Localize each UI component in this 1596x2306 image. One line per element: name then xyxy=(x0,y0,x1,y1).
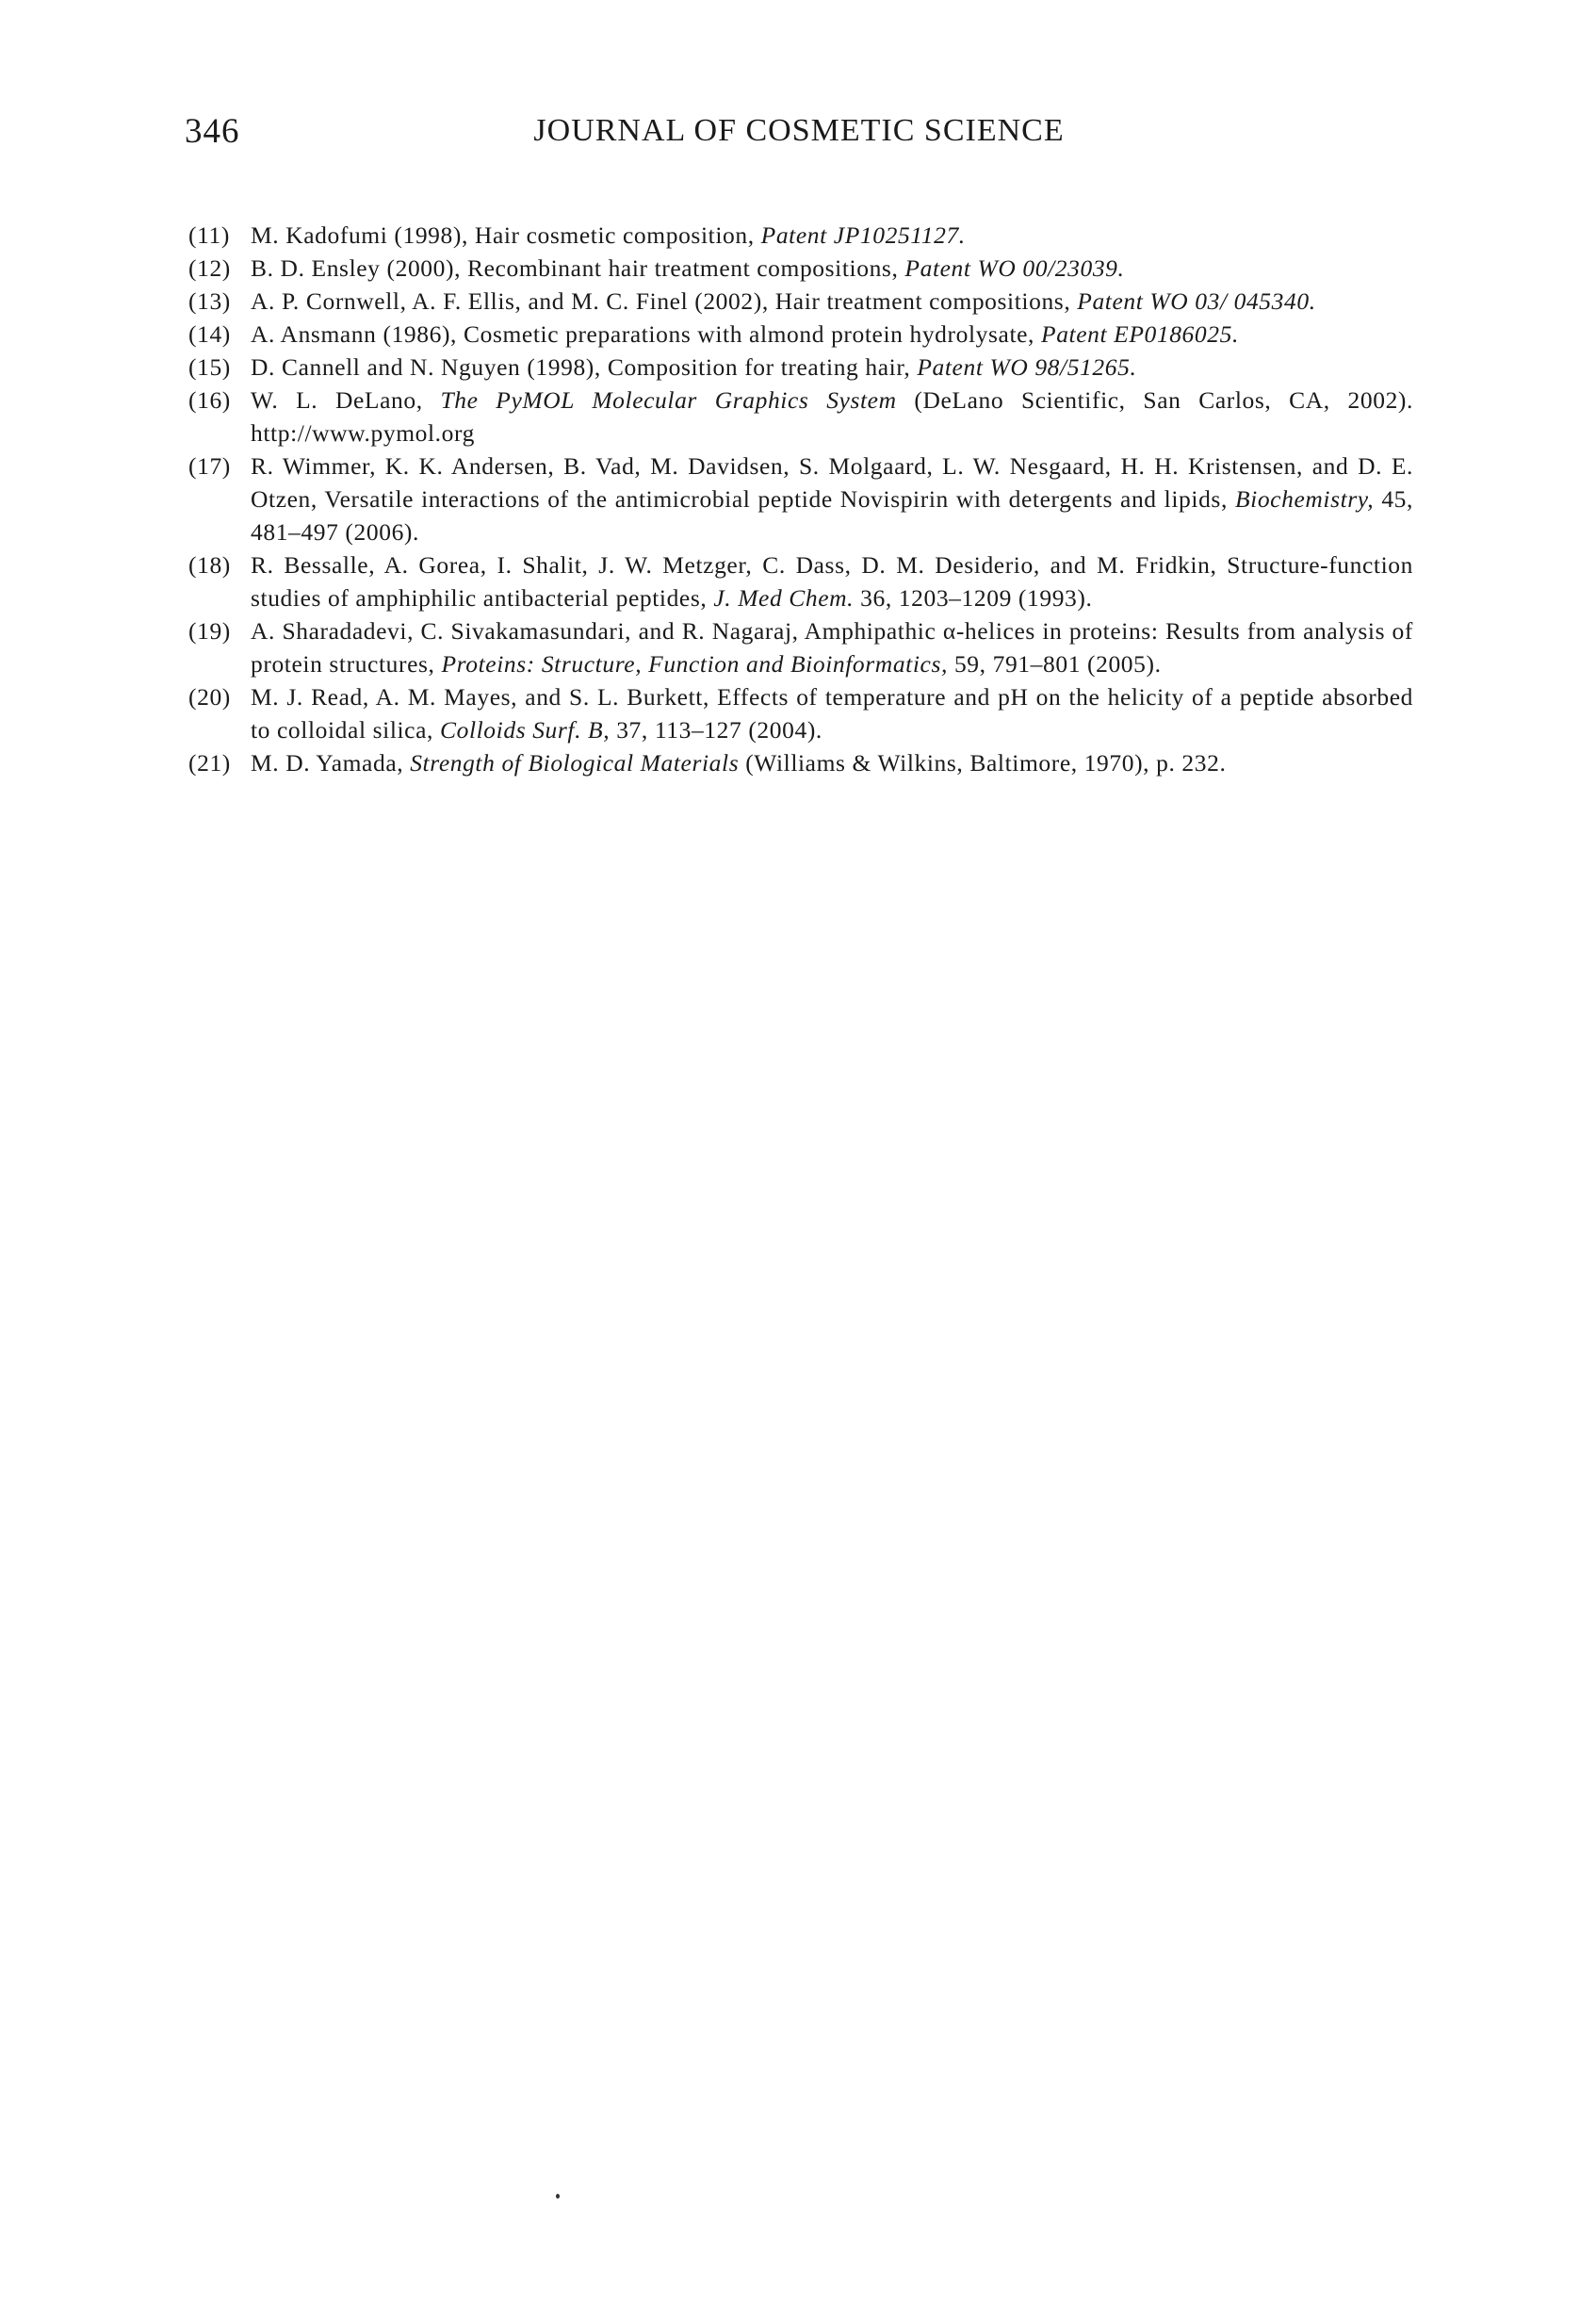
reference-text: D. Cannell and N. Nguyen (1998), Composition for treating hair, xyxy=(251,353,918,381)
reference-text: A. Sharadadevi, C. Sivakamasundari, and R. Nagaraj, Amphipathic α-helices in proteins: Results from analysis of protein structures, xyxy=(251,617,1413,678)
reference-details: 36, 1203–1209 (1993). xyxy=(854,584,1093,612)
reference-text: B. D. Ensley (2000), Recombinant hair treatment compositions, xyxy=(251,254,905,282)
reference-item xyxy=(188,746,1413,779)
reference-text: M. D. Yamada, xyxy=(251,749,411,777)
reference-number: (12) xyxy=(188,254,231,282)
reference-number: (19) xyxy=(188,617,231,645)
reference-source: Patent JP10251127. xyxy=(760,221,966,249)
reference-item xyxy=(188,318,1413,351)
reference-item xyxy=(188,680,1413,746)
reference-item xyxy=(188,285,1413,318)
reference-item xyxy=(188,252,1413,285)
reference-source: Patent EP0186025. xyxy=(1041,320,1239,348)
print-speck xyxy=(556,2194,560,2199)
reference-source: Patent WO 00/23039. xyxy=(904,254,1125,282)
reference-details: 45, 481–497 (2006). xyxy=(251,485,1414,546)
reference-text: W. L. DeLano, xyxy=(251,386,441,414)
reference-source: Strength of Biological Materials xyxy=(410,749,740,777)
reference-source: Proteins: Structure, Function and Bioinformatics, xyxy=(441,650,948,678)
page-number: 346 xyxy=(185,112,240,151)
reference-item xyxy=(188,384,1413,450)
reference-list xyxy=(188,219,1413,779)
reference-number: (17) xyxy=(188,452,231,480)
reference-number: (16) xyxy=(188,386,231,414)
reference-text: A. Ansmann (1986), Cosmetic preparations with almond protein hydrolysate, xyxy=(251,320,1042,348)
reference-number: (14) xyxy=(188,320,231,348)
reference-details: (DeLano Scientific, San Carlos, CA, 2002). http://www.pymol.org xyxy=(251,386,1413,447)
reference-source: The PyMOL Molecular Graphics System xyxy=(440,386,897,414)
reference-item xyxy=(188,219,1413,252)
reference-text: M. J. Read, A. M. Mayes, and S. L. Burkett, Effects of temperature and pH on the helicity of a peptide absorbed to colloidal silica, xyxy=(251,683,1413,744)
reference-number: (21) xyxy=(188,749,231,777)
reference-item xyxy=(188,614,1413,680)
running-head xyxy=(185,111,1413,158)
reference-source: Patent WO 98/51265. xyxy=(917,353,1137,381)
reference-source: Biochemistry, xyxy=(1234,485,1375,513)
reference-item xyxy=(188,450,1413,548)
reference-text: A. P. Cornwell, A. F. Ellis, and M. C. Finel (2002), Hair treatment compositions, xyxy=(251,287,1078,315)
reference-details: 59, 791–801 (2005). xyxy=(947,650,1162,678)
reference-text: M. Kadofumi (1998), Hair cosmetic composition, xyxy=(251,221,761,249)
reference-text: R. Wimmer, K. K. Andersen, B. Vad, M. Davidsen, S. Molgaard, L. W. Nesgaard, H. H. Kristensen, and D. E. Otzen, Versatile interactions of the antimicrobial peptide Novispirin with detergents and lipids, xyxy=(251,452,1413,513)
reference-details: 37, 113–127 (2004). xyxy=(610,716,822,744)
reference-number: (13) xyxy=(188,287,231,315)
reference-number: (20) xyxy=(188,683,231,711)
reference-source: Colloids Surf. B, xyxy=(439,716,611,744)
reference-details: (Williams & Wilkins, Baltimore, 1970), p. 232. xyxy=(739,749,1227,777)
reference-source: Patent WO 03/ 045340. xyxy=(1077,287,1316,315)
reference-number: (15) xyxy=(188,353,231,381)
reference-item xyxy=(188,351,1413,384)
journal-title: JOURNAL OF COSMETIC SCIENCE xyxy=(533,113,1065,148)
reference-number: (18) xyxy=(188,551,231,579)
reference-source: J. Med Chem. xyxy=(713,584,855,612)
reference-number: (11) xyxy=(188,221,230,249)
reference-item xyxy=(188,548,1413,614)
reference-text: R. Bessalle, A. Gorea, I. Shalit, J. W. Metzger, C. Dass, D. M. Desiderio, and M. Fridkin, Structure-function studies of amphiphilic antibacterial peptides, xyxy=(251,551,1413,612)
